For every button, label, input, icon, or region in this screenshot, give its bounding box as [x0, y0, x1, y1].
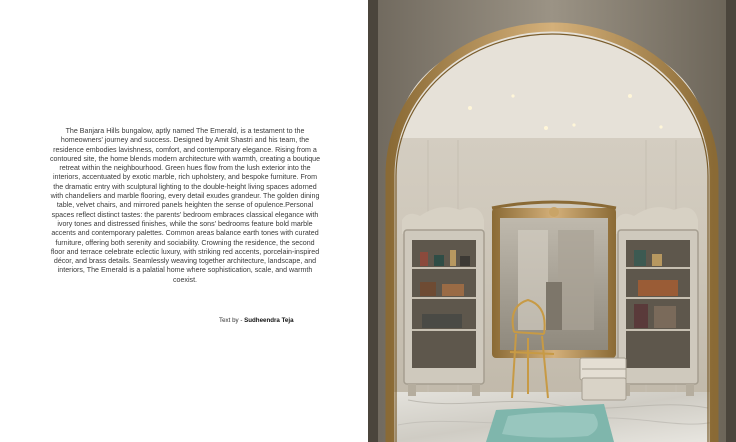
text-credit — [219, 317, 294, 324]
interior-photo-illustration — [368, 0, 736, 442]
article-body-text: The Banjara Hills bungalow, aptly named The Emerald, is a testament to the homeowners' journey and success. Designed by Amit Shastri and his team, the residence embodies lavishness, comfort, and contemporary elegance. Rising from a contoured site, the home blends modern architecture with warmth, creating a boutique retreat within the neighbourhood. Green hues flow from the lush exterior into the interiors, accentuated by exotic marble, rich upholstery, and bespoke furniture. From the dramatic entry with sculptural lighting to the double-height living spaces adorned with chandeliers and marble flooring, every detail exudes grandeur. The golden dining table, velvet chairs, and mirrored panels heighten the sense of opulence.Personal spaces reflect distinct tastes: the parents' bedroom embraces classical elegance with ivory tones and distressed finishes, while the sons' bedrooms feature bold marble accents and contemporary palettes. Common areas balance earth tones with curated furniture, offering both serenity and sociability. Crowning the residence, the second floor and terrace celebrate eclectic luxury, with striking red accents, porcelain-inspired décor, and brass details. Seamlessly weaving together architecture, landscape, and interiors, The Emerald is a palatial home where sophistication, scale, and warmth coexist. — [49, 127, 321, 284]
credit-prefix: Text by - — [219, 317, 245, 324]
interior-photo — [368, 0, 736, 442]
credit-author: Sudheendra Teja — [244, 317, 294, 324]
